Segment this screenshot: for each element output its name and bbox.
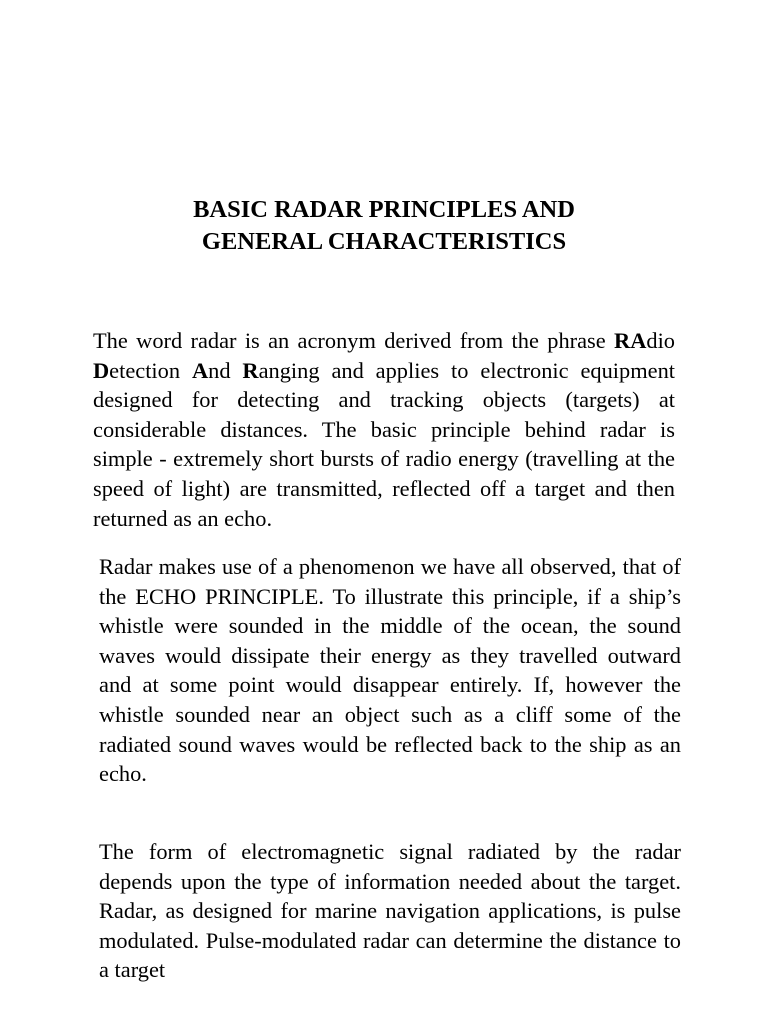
- paragraph-signal-form: The form of electromagnetic signal radiated by the radar depends upon the type of information needed about the target. Radar, as designed for marine navigation applications, is pulse modulated. Pulse-modulated radar can determine the distance to a target: [99, 839, 681, 983]
- title-line-1: BASIC RADAR PRINCIPLES AND: [193, 196, 575, 223]
- acronym-letter-d: D: [93, 357, 110, 383]
- acronym-rest-nd: nd: [208, 357, 243, 383]
- acronym-rest-dio: dio: [646, 328, 675, 353]
- acronym-letter-r: R: [242, 357, 259, 383]
- acronym-rest-etection: etection: [109, 357, 192, 383]
- paragraph-radar-definition: [93, 326, 675, 533]
- paragraph-intro: The word radar is an acronym derived from the phrase: [93, 328, 615, 353]
- page-title: [93, 194, 675, 258]
- paragraph-echo-principle: Radar makes use of a phenomenon we have all observed, that of the ECHO PRINCIPLE. To illustrate this principle, if a ship’s whistle were sounded in the middle of the ocean, the sound waves would dissipate their energy as they travelled outward and at some point would disappear entirely. If, however the whistle sounded near an object such as a cliff some of the radiated sound waves would be reflected back to the ship as an echo.: [99, 554, 681, 787]
- acronym-letter-a: A: [191, 357, 209, 383]
- paragraph-after: and applies to electronic equipment designed for detecting and tracking objects (targets) at considerable distances. The basic principle behind radar is simple - extremely short bursts of radio energy (travelling at the speed of light) are transmitted, reflected off a target and then returned as an echo.: [93, 357, 675, 531]
- acronym-letters-ra: RA: [614, 328, 647, 353]
- title-line-2: GENERAL CHARACTERISTICS: [201, 228, 567, 255]
- acronym-rest-anging: anging: [258, 357, 320, 383]
